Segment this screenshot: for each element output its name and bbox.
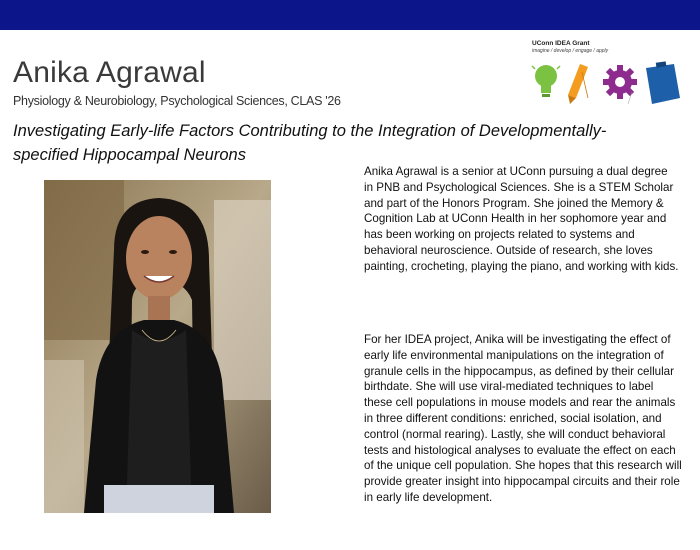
student-name: Anika Agrawal (13, 56, 206, 89)
gear-icon (603, 65, 637, 99)
project-description: For her IDEA project, Anika will be investigating the effect of early life environmental manipulations on the integration of granule cells in the hippocampus, as defined by their cellular birthdate. She will use viral-mediated techniques to label these cell populations in mouse models and rear the animals in three different conditions: enriched, social isolation, and control (normal rearing). Lastly, she will conduct behavioral tests and histological analyses to evaluate the effect on each of the unique cell population. She hopes that this research will provide greater insight into hippocampal circuits and their role in early life development. (364, 333, 682, 504)
department-line: Physiology & Neurobiology, Psychological Sciences, CLAS '26 (13, 94, 341, 108)
student-photo (44, 180, 271, 513)
lightbulb-icon (532, 65, 560, 97)
logo-tagline: imagine / develop / engage / apply (532, 48, 609, 54)
header-bar (0, 0, 700, 30)
project-title: Investigating Early-life Factors Contributing to the Integration of Developmentally-specified Hippocampal Neurons (13, 122, 607, 164)
bio-paragraph: Anika Agrawal is a senior at UConn pursuing a dual degree in PNB and Psychological Sciences. She is a STEM Scholar and part of the Honors Program. She joined the Memory & Cognition Lab at UConn Health in her sophomore year and has been working on projects related to systems and behavioral neuroscience. Outside of research, she loves painting, crocheting, playing the piano, and working with kids. (364, 165, 679, 273)
clipboard-icon (646, 61, 680, 104)
uconn-idea-grant-logo (528, 38, 688, 110)
logo-title: UConn IDEA Grant (532, 40, 590, 47)
pencil-icon (568, 64, 588, 104)
